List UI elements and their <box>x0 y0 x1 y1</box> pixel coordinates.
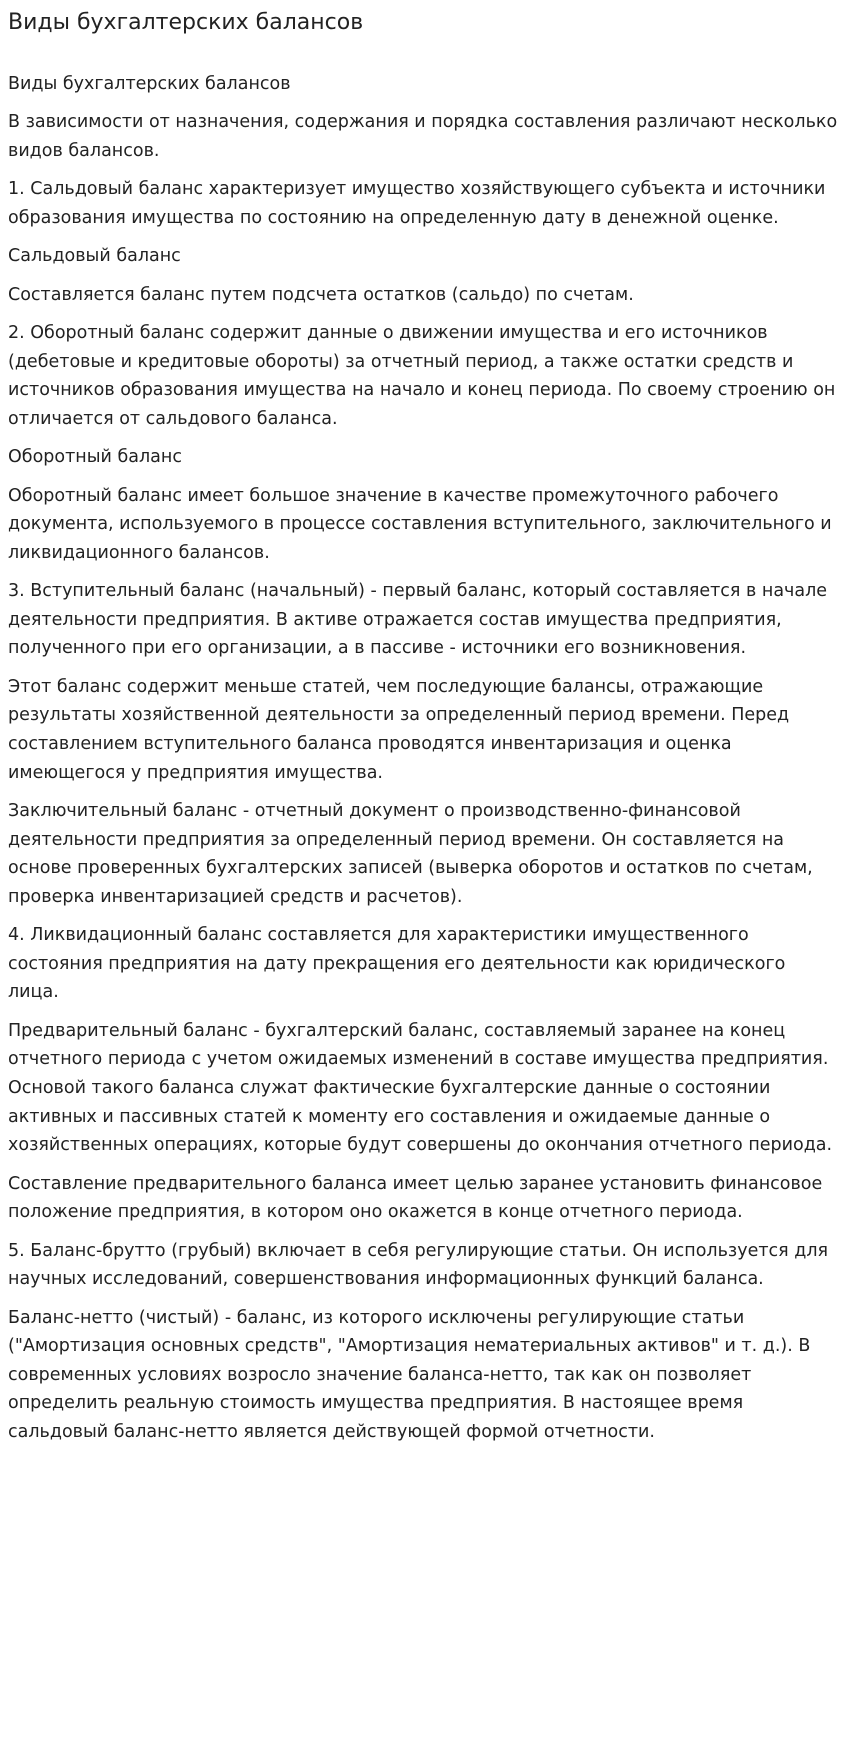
paragraph-saldo-balance: 1. Сальдовый баланс характеризует имущество хозяйствующего субъекта и источники образования имущества по состоянию на определенную дату в денежной оценке. <box>8 179 826 228</box>
paragraph-opening-balance: 3. Вступительный баланс (начальный) - первый баланс, который составляется в начале деятельности предприятия. В активе отражается состав имущества предприятия, полученного при его организации, а в пассиве - источники его возникновения. <box>8 581 828 659</box>
paragraph-turnover-importance: Оборотный баланс имеет большое значение в качестве промежуточного рабочего документа, используемого в процессе составления вступительного, заключительного и ликвидационного балансов. <box>8 485 832 563</box>
paragraph-liquidation-balance: 4. Ликвидационный баланс составляется для характеристики имущественного состояния предприятия на дату прекращения его деятельности как юридического лица. <box>8 925 786 1003</box>
article-heading: Виды бухгалтерских балансов <box>8 74 291 94</box>
paragraph-preliminary-purpose: Составление предварительного баланса имеет целью заранее установить финансовое положение предприятия, в котором оно окажется в конце отчетного периода. <box>8 1173 823 1223</box>
paragraph-opening-details: Этот баланс содержит меньше статей, чем последующие балансы, отражающие результаты хозяйственной деятельности за определенный период времени. Перед составлением вступительного баланса проводятся инвентаризация и оценка имеющегося у предприятия имущества. <box>8 676 790 783</box>
subheading-turnover-balance: Оборотный баланс <box>8 447 182 468</box>
paragraph-net-balance: Баланс-нетто (чистый) - баланс, из которого исключены регулирующие статьи ("Амортизация основных средств", "Амортизация нематериальных активов" и т. д.). В современных условиях возросло значение баланса-нетто, так как он позволяет определить реальную стоимость имущества предприятия. В настоящее время сальдовый баланс-нетто является действующей формой отчетности. <box>8 1307 811 1442</box>
paragraph-gross-balance: 5. Баланс-брутто (грубый) включает в себя регулирующие статьи. Он используется для научных исследований, совершенствования информационных функций баланса. <box>8 1240 829 1290</box>
paragraph-preliminary-balance: Предварительный баланс - бухгалтерский баланс, составляемый заранее на конец отчетного периода с учетом ожидаемых изменений в составе имущества предприятия. Основой такого баланса служат фактические бухгалтерские данные о состоянии активных и пассивных статей к моменту его составления и ожидаемые данные о хозяйственных операциях, которые будут совершены до окончания отчетного периода. <box>8 1020 833 1156</box>
paragraph-turnover-balance: 2. Оборотный баланс содержит данные о движении имущества и его источников (дебетовые и кредитовые обороты) за отчетный период, а также остатки средств и источников образования имущества на начало и конец периода. По своему строению он отличается от сальдового баланса. <box>8 323 836 429</box>
paragraph-saldo-composition: Составляется баланс путем подсчета остатков (сальдо) по счетам. <box>8 284 634 305</box>
paragraph-intro: В зависимости от назначения, содержания и порядка составления различают несколько видов балансов. <box>8 112 838 161</box>
article-body <box>8 70 839 1446</box>
page-title: Виды бухгалтерских балансов <box>8 10 364 35</box>
subheading-saldo-balance: Сальдовый баланс <box>8 246 181 267</box>
paragraph-closing-balance: Заключительный баланс - отчетный документ о производственно-финансовой деятельности предприятия за определенный период времени. Он составляется на основе проверенных бухгалтерских записей (выверка оборотов и остатков по счетам, проверка инвентаризацией средств и расчетов). <box>8 801 813 907</box>
